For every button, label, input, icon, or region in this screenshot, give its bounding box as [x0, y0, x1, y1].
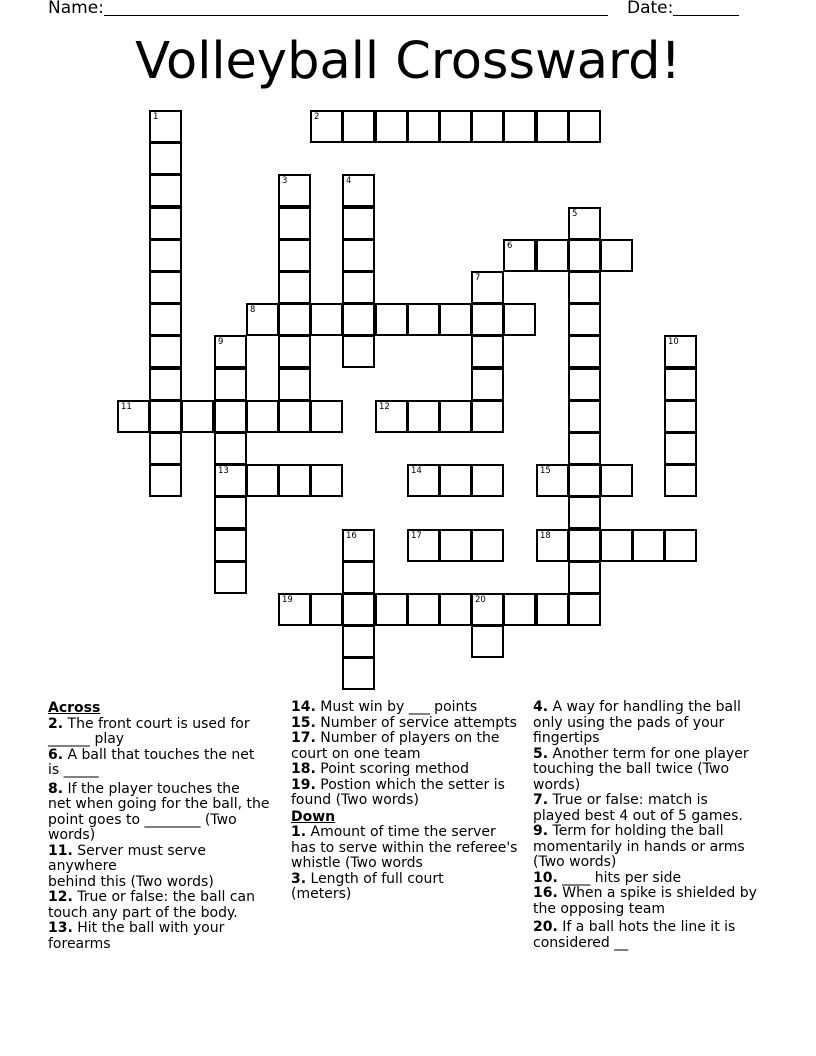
clue-down-1: 1. Amount of time the server has to serve within the referee's whistle (Two words	[291, 824, 518, 871]
cell-number: 17	[411, 531, 422, 541]
crossword-cell[interactable]	[375, 303, 408, 336]
crossword-cell[interactable]	[471, 303, 504, 336]
crossword-cell[interactable]	[503, 239, 536, 272]
crossword-cell[interactable]	[664, 432, 697, 465]
crossword-cell[interactable]	[471, 464, 504, 497]
crossword-cell[interactable]	[568, 529, 601, 562]
crossword-cell[interactable]	[664, 464, 697, 497]
clue-down-10: 10. ____ hits per side	[533, 869, 682, 886]
crossword-cell[interactable]	[407, 464, 440, 497]
crossword-cell[interactable]	[214, 529, 247, 562]
crossword-cell[interactable]	[278, 303, 311, 336]
cell-number: 5	[572, 209, 578, 219]
crossword-cell[interactable]	[471, 593, 504, 626]
crossword-cell[interactable]	[568, 368, 601, 401]
clue-across-11: 11. Server must serve anywhere behind this (Two words)	[48, 842, 214, 890]
clue-down-20: 20. If a ball hots the line it is considered __	[533, 919, 736, 951]
crossword-cell[interactable]	[278, 239, 311, 272]
crossword-cell[interactable]	[342, 174, 375, 207]
clue-column-1	[48, 700, 278, 952]
crossword-cell[interactable]	[568, 496, 601, 529]
cell-number: 18	[540, 531, 551, 541]
crossword-cell[interactable]	[536, 110, 569, 143]
clue-column-3	[533, 700, 768, 951]
crossword-cell[interactable]	[439, 110, 472, 143]
across-heading: Across	[48, 700, 101, 716]
crossword-cell[interactable]	[568, 432, 601, 465]
crossword-cell[interactable]	[568, 271, 601, 304]
crossword-cell[interactable]	[342, 593, 375, 626]
crossword-cell[interactable]	[471, 529, 504, 562]
crossword-cell[interactable]	[149, 335, 182, 368]
crossword-cell[interactable]	[503, 303, 536, 336]
crossword-cell[interactable]	[568, 207, 601, 240]
clue-across-2: 2. The front court is used for ______ play	[48, 715, 250, 747]
cell-number: 14	[411, 466, 422, 476]
date-blank[interactable]	[673, 15, 739, 16]
crossword-cell[interactable]	[407, 593, 440, 626]
crossword-cell[interactable]	[310, 593, 343, 626]
crossword-cell[interactable]	[342, 110, 375, 143]
crossword-cell[interactable]	[342, 625, 375, 658]
crossword-cell[interactable]	[375, 400, 408, 433]
cell-number: 15	[540, 466, 551, 476]
clue-down-5: 5. Another term for one player touching the ball twice (Two words)	[533, 745, 749, 793]
crossword-cell[interactable]	[149, 207, 182, 240]
cell-number: 20	[475, 595, 486, 605]
cell-number: 11	[121, 402, 132, 412]
crossword-cell[interactable]	[568, 400, 601, 433]
clue-across-8: 8. If the player touches the net when going for the ball, the point goes to ________ (Two words)	[48, 780, 270, 843]
crossword-cell[interactable]	[439, 303, 472, 336]
crossword-cell[interactable]	[342, 207, 375, 240]
cell-number: 13	[218, 466, 229, 476]
crossword-cell[interactable]	[600, 464, 633, 497]
crossword-cell[interactable]	[278, 593, 311, 626]
crossword-cell[interactable]	[407, 303, 440, 336]
crossword-cell[interactable]	[278, 400, 311, 433]
crossword-cell[interactable]	[181, 400, 214, 433]
crossword-cell[interactable]	[568, 561, 601, 594]
crossword-cell[interactable]	[214, 496, 247, 529]
crossword-cell[interactable]	[568, 464, 601, 497]
cell-number: 9	[218, 337, 224, 347]
crossword-cell[interactable]	[342, 239, 375, 272]
cell-number: 7	[475, 273, 481, 283]
crossword-cell[interactable]	[310, 110, 343, 143]
name-blank[interactable]	[104, 15, 608, 16]
crossword-cell[interactable]	[342, 335, 375, 368]
crossword-cell[interactable]	[342, 271, 375, 304]
cell-number: 6	[507, 241, 513, 251]
crossword-cell[interactable]	[536, 239, 569, 272]
crossword-cell[interactable]	[149, 271, 182, 304]
cell-number: 2	[314, 112, 320, 122]
clue-across-13: 13. Hit the ball with your forearms	[48, 920, 225, 952]
down-heading: Down	[291, 808, 336, 825]
crossword-cell[interactable]	[503, 593, 536, 626]
crossword-cell[interactable]	[246, 464, 279, 497]
crossword-cell[interactable]	[664, 335, 697, 368]
crossword-cell[interactable]	[149, 239, 182, 272]
puzzle-title: Volleyball Crossward!	[135, 32, 681, 91]
cell-number: 1	[153, 112, 159, 122]
crossword-cell[interactable]	[149, 174, 182, 207]
crossword-cell[interactable]	[471, 400, 504, 433]
crossword-cell[interactable]	[342, 303, 375, 336]
crossword-cell[interactable]	[536, 529, 569, 562]
crossword-cell[interactable]	[471, 271, 504, 304]
cell-number: 10	[668, 337, 679, 347]
crossword-cell[interactable]	[214, 368, 247, 401]
clue-down-4: 4. A way for handling the ball only using the pads of your fingertips	[533, 699, 741, 746]
crossword-cell[interactable]	[310, 400, 343, 433]
clue-across-6: 6. A ball that touches the net is _____	[48, 746, 255, 778]
crossword-cell[interactable]	[536, 593, 569, 626]
clue-across-18: 18. Point scoring method	[291, 761, 469, 777]
crossword-cell[interactable]	[568, 239, 601, 272]
crossword-cell[interactable]	[407, 529, 440, 562]
crossword-cell[interactable]	[600, 529, 633, 562]
crossword-cell[interactable]	[149, 432, 182, 465]
date-label: Date:	[627, 0, 679, 18]
crossword-cell[interactable]	[278, 174, 311, 207]
crossword-cell[interactable]	[278, 207, 311, 240]
crossword-cell[interactable]	[471, 335, 504, 368]
crossword-cell[interactable]	[471, 368, 504, 401]
crossword-cell[interactable]	[664, 529, 697, 562]
crossword-cell[interactable]	[407, 400, 440, 433]
crossword-cell[interactable]	[214, 400, 247, 433]
crossword-cell[interactable]	[342, 529, 375, 562]
crossword-cell[interactable]	[246, 400, 279, 433]
cell-number: 12	[379, 402, 390, 412]
crossword-cell[interactable]	[214, 335, 247, 368]
crossword-cell[interactable]	[600, 239, 633, 272]
crossword-cell[interactable]	[471, 625, 504, 658]
crossword-cell[interactable]	[632, 529, 665, 562]
crossword-cell[interactable]	[407, 110, 440, 143]
crossword-cell[interactable]	[278, 368, 311, 401]
clue-down-9: 9. Term for holding the ball momentarily in hands or arms (Two words)	[533, 823, 745, 870]
crossword-cell[interactable]	[214, 464, 247, 497]
crossword-cell[interactable]	[342, 657, 375, 690]
crossword-cell[interactable]	[149, 400, 182, 433]
cell-number: 8	[250, 305, 256, 315]
crossword-cell[interactable]	[439, 464, 472, 497]
clue-across-19: 19. Postion which the setter is found (Two words)	[291, 776, 505, 808]
crossword-cell[interactable]	[664, 400, 697, 433]
crossword-cell[interactable]	[568, 303, 601, 336]
clue-across-14: 14. Must win by ___ points	[291, 699, 478, 715]
crossword-cell[interactable]	[536, 464, 569, 497]
crossword-cell[interactable]	[246, 303, 279, 336]
crossword-cell[interactable]	[149, 464, 182, 497]
crossword-cell[interactable]	[439, 400, 472, 433]
clue-across-12: 12. True or false: the ball can touch any part of the body.	[48, 889, 255, 921]
cell-number: 3	[282, 176, 288, 186]
crossword-cell[interactable]	[568, 335, 601, 368]
clue-across-15: 15. Number of service attempts	[291, 714, 517, 731]
crossword-cell[interactable]	[278, 464, 311, 497]
clue-down-16: 16. When a spike is shielded by the opposing team	[533, 885, 757, 917]
clue-across-17: 17. Number of players on the court on one team	[291, 730, 500, 762]
cell-number: 19	[282, 595, 293, 605]
crossword-cell[interactable]	[375, 593, 408, 626]
crossword-cell[interactable]	[149, 303, 182, 336]
crossword-cell[interactable]	[664, 368, 697, 401]
clue-column-2	[291, 700, 521, 903]
clue-down-7: 7. True or false: match is played best 4 out of 5 games.	[533, 792, 743, 824]
crossword-cell[interactable]	[310, 303, 343, 336]
crossword-cell[interactable]	[342, 561, 375, 594]
crossword-cell[interactable]	[568, 110, 601, 143]
crossword-cell[interactable]	[310, 464, 343, 497]
crossword-cell[interactable]	[149, 110, 182, 143]
crossword-cell[interactable]	[375, 110, 408, 143]
crossword-cell[interactable]	[439, 529, 472, 562]
crossword-cell[interactable]	[503, 110, 536, 143]
crossword-cell[interactable]	[214, 561, 247, 594]
crossword-cell[interactable]	[568, 593, 601, 626]
crossword-cell[interactable]	[278, 271, 311, 304]
clue-down-3: 3. Length of full court (meters)	[291, 870, 444, 902]
crossword-cell[interactable]	[117, 400, 150, 433]
crossword-cell[interactable]	[214, 432, 247, 465]
crossword-cell[interactable]	[278, 335, 311, 368]
crossword-cell[interactable]	[149, 142, 182, 175]
cell-number: 4	[346, 176, 352, 186]
cell-number: 16	[346, 531, 357, 541]
crossword-cell[interactable]	[471, 110, 504, 143]
crossword-cell[interactable]	[439, 593, 472, 626]
name-label: Name:	[48, 0, 110, 18]
crossword-cell[interactable]	[149, 368, 182, 401]
